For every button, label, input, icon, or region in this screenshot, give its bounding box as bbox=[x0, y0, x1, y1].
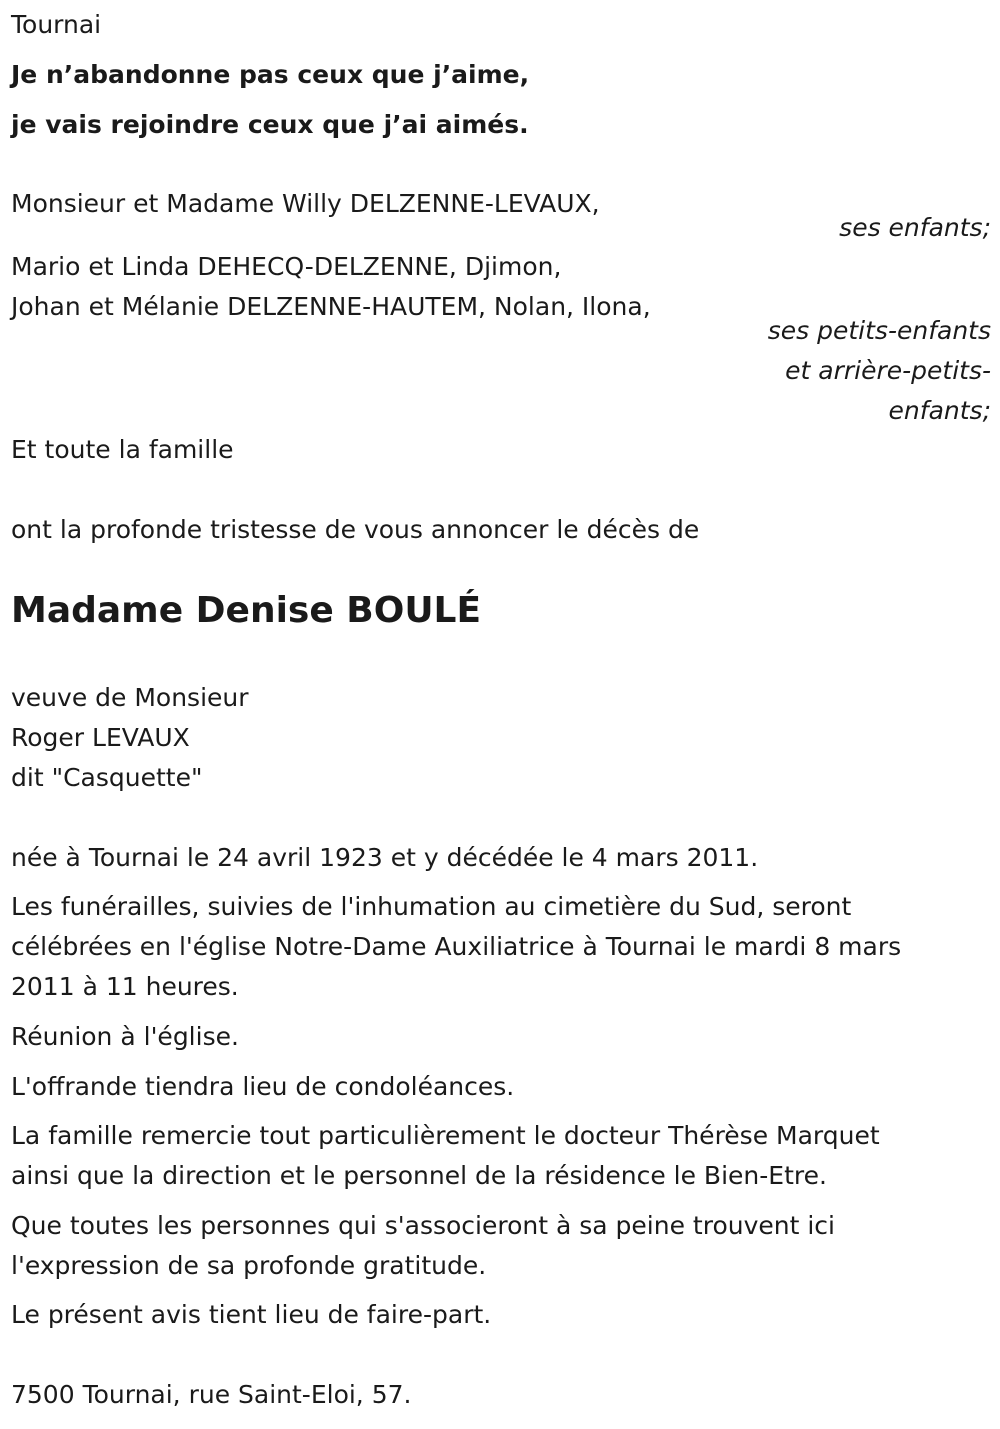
thanks-line-2: ainsi que la direction et le personnel de la résidence le Bien-Etre. bbox=[11, 1161, 827, 1190]
gratitude-line-2: l'expression de sa profonde gratitude. bbox=[11, 1251, 487, 1280]
quote-line-2: je vais rejoindre ceux que j’ai aimés. bbox=[11, 110, 529, 139]
birth-death-dates: née à Tournai le 24 avril 1923 et y décédée le 4 mars 2011. bbox=[11, 843, 759, 872]
funeral-line-3: 2011 à 11 heures. bbox=[11, 972, 239, 1001]
widow-line-2: Roger LEVAUX bbox=[11, 723, 190, 752]
meeting-info: Réunion à l'église. bbox=[11, 1022, 239, 1051]
grandchildren-role-2: et arrière-petits- bbox=[785, 356, 991, 385]
notice-text: Le présent avis tient lieu de faire-part. bbox=[11, 1300, 492, 1329]
address: 7500 Tournai, rue Saint-Eloi, 57. bbox=[11, 1380, 412, 1409]
funeral-line-1: Les funérailles, suivies de l'inhumation au cimetière du Sud, seront bbox=[11, 892, 852, 921]
widow-line-1: veuve de Monsieur bbox=[11, 683, 249, 712]
city-heading: Tournai bbox=[11, 10, 102, 39]
thanks-line-1: La famille remercie tout particulièrement le docteur Thérèse Marquet bbox=[11, 1121, 880, 1150]
funeral-line-2: célébrées en l'église Notre-Dame Auxiliatrice à Tournai le mardi 8 mars bbox=[11, 932, 902, 961]
children-role: ses enfants; bbox=[839, 213, 991, 242]
grandchildren-role-3: enfants; bbox=[888, 396, 991, 425]
grandchildren-line-2: Johan et Mélanie DELZENNE-HAUTEM, Nolan, Ilona, bbox=[11, 292, 651, 321]
grandchildren-line-1: Mario et Linda DEHECQ-DELZENNE, Djimon, bbox=[11, 252, 562, 281]
children-names: Monsieur et Madame Willy DELZENNE-LEVAUX, bbox=[11, 189, 600, 218]
widow-line-3: dit "Casquette" bbox=[11, 763, 203, 792]
gratitude-line-1: Que toutes les personnes qui s'associeront à sa peine trouvent ici bbox=[11, 1211, 835, 1240]
offering-info: L'offrande tiendra lieu de condoléances. bbox=[11, 1072, 515, 1101]
grandchildren-role-1: ses petits-enfants bbox=[767, 316, 991, 345]
announcement-intro: ont la profonde tristesse de vous annoncer le décès de bbox=[11, 515, 700, 544]
deceased-name: Madame Denise BOULÉ bbox=[11, 590, 482, 631]
whole-family: Et toute la famille bbox=[11, 435, 234, 464]
quote-line-1: Je n’abandonne pas ceux que j’aime, bbox=[11, 60, 530, 89]
